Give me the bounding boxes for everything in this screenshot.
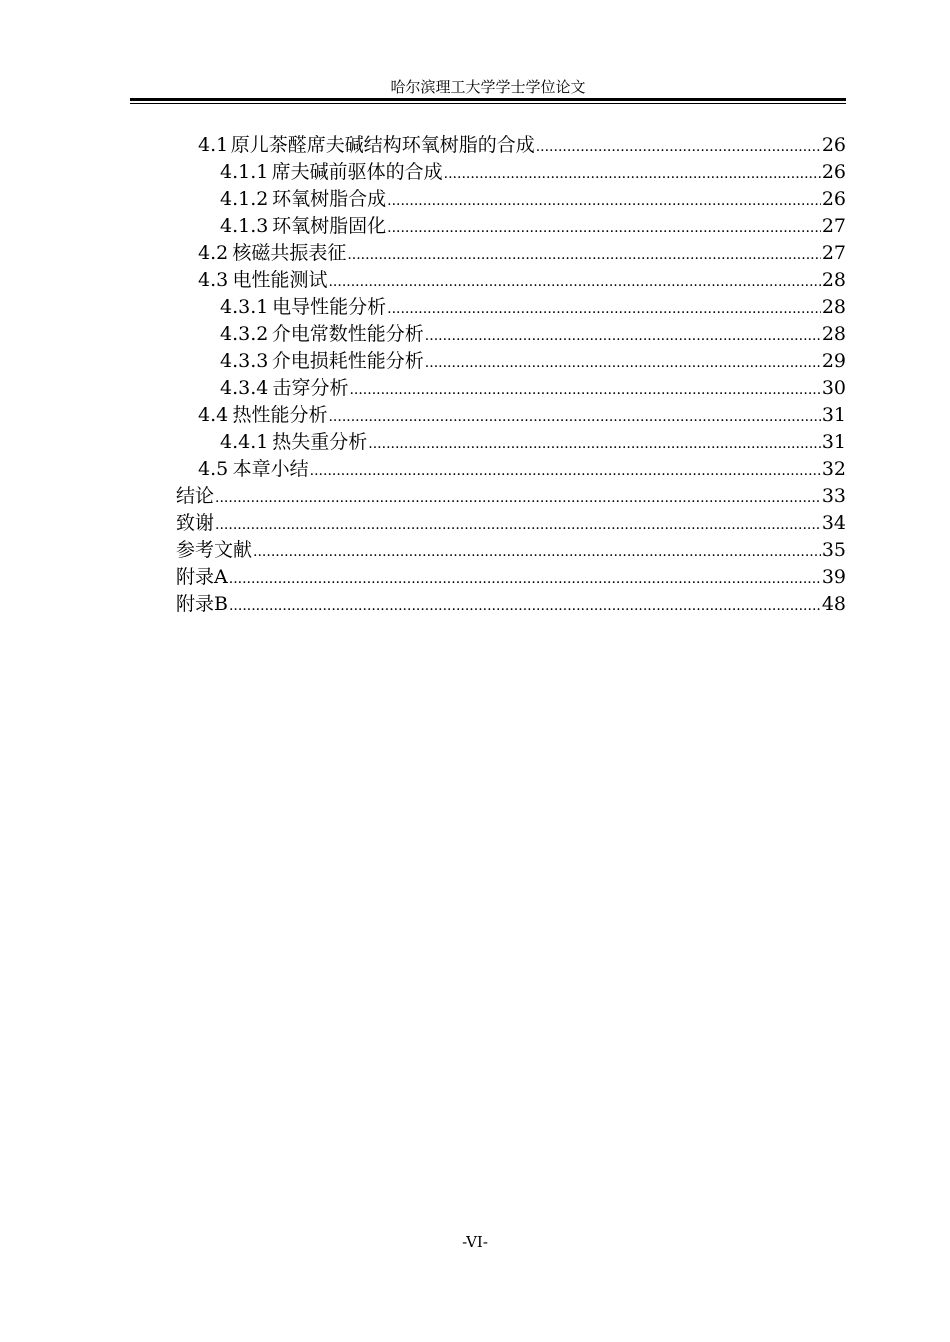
toc-entry[interactable]: [198, 240, 846, 267]
toc-leader-dots: [229, 566, 821, 591]
toc-title: 原儿茶醛席夫碱结构环氧树脂的合成: [230, 134, 535, 156]
toc-leader-dots: [229, 593, 821, 618]
toc-leader-dots: [349, 377, 820, 402]
header-title: 哈尔滨理工大学学士学位论文: [390, 78, 586, 96]
toc-title: 附录: [176, 566, 215, 588]
toc-leader-dots: [253, 539, 821, 564]
toc-number: 4.5: [198, 458, 229, 480]
toc-entry[interactable]: [198, 132, 846, 159]
toc-entry[interactable]: [220, 159, 846, 186]
toc-title-suffix: A: [214, 566, 228, 588]
toc-page-number: 29: [821, 350, 846, 372]
toc-title: 热性能分析: [232, 404, 328, 426]
toc-entry[interactable]: [176, 591, 846, 618]
toc-number: 4.3.2: [220, 323, 269, 345]
toc-leader-dots: [387, 188, 821, 213]
toc-number: 4.1.2: [220, 188, 269, 210]
toc-page-number: 28: [821, 296, 846, 318]
page-footer-number: -VI-: [462, 1233, 488, 1251]
toc-leader-dots: [425, 323, 821, 348]
toc-leader-dots: [387, 215, 821, 240]
toc-page-number: 34: [821, 512, 846, 534]
toc-entry[interactable]: [220, 186, 846, 213]
toc-leader-dots: [536, 134, 821, 159]
toc-title: 介电损耗性能分析: [271, 350, 424, 372]
toc-entry[interactable]: [198, 267, 846, 294]
toc-title-suffix: B: [214, 593, 228, 615]
header-rule-thin: [130, 103, 846, 104]
toc-entry[interactable]: [220, 348, 846, 375]
toc-page-number: 26: [821, 161, 846, 183]
toc-leader-dots: [368, 431, 821, 456]
toc-page-number: 33: [821, 485, 846, 507]
toc-title: 环氧树脂合成: [272, 188, 387, 210]
toc-leader-dots: [215, 512, 821, 537]
toc-number: 4.3: [198, 269, 229, 291]
toc-page-number: 32: [821, 458, 846, 480]
toc-leader-dots: [215, 485, 821, 510]
toc-entry[interactable]: [198, 456, 846, 483]
toc-title: 参考文献: [176, 539, 253, 561]
toc-number: 4.1.3: [220, 215, 269, 237]
toc-title: 电性能测试: [232, 269, 328, 291]
toc-leader-dots: [425, 350, 821, 375]
toc-title: 附录: [176, 593, 215, 615]
toc-number: 4.1: [198, 134, 229, 156]
toc-page-number: 31: [821, 404, 846, 426]
toc-entry[interactable]: [176, 510, 846, 537]
toc-leader-dots: [347, 242, 820, 267]
toc-entry[interactable]: [220, 321, 846, 348]
toc-leader-dots: [444, 161, 821, 186]
toc-title: 击穿分析: [272, 377, 349, 399]
toc-number: 4.3.4: [220, 377, 269, 399]
toc-page-number: 27: [821, 215, 846, 237]
toc-entry[interactable]: [220, 294, 846, 321]
toc-page-number: 27: [821, 242, 846, 264]
toc-number: 4.4: [198, 404, 229, 426]
toc-leader-dots: [328, 404, 820, 429]
toc-page-number: 35: [821, 539, 846, 561]
toc-entry[interactable]: [198, 402, 846, 429]
toc-page-number: 26: [821, 188, 846, 210]
toc-leader-dots: [310, 458, 821, 483]
toc-title: 本章小结: [232, 458, 309, 480]
toc-title: 致谢: [176, 512, 215, 534]
toc-page-number: 30: [821, 377, 846, 399]
toc-title: 席夫碱前驱体的合成: [271, 161, 443, 183]
toc-page-number: 28: [821, 269, 846, 291]
toc-title: 核磁共振表征: [232, 242, 347, 264]
toc-page-number: 28: [821, 323, 846, 345]
toc-title: 热失重分析: [272, 431, 368, 453]
toc-entry[interactable]: [220, 429, 846, 456]
toc-number: 4.2: [198, 242, 229, 264]
toc-number: 4.3.3: [220, 350, 269, 372]
toc-title: 电导性能分析: [272, 296, 387, 318]
toc-number: 4.4.1: [220, 431, 269, 453]
toc-page-number: 26: [821, 134, 846, 156]
toc-number: 4.1.1: [220, 161, 269, 183]
toc-entry[interactable]: [176, 483, 846, 510]
toc-entry[interactable]: [176, 537, 846, 564]
toc-leader-dots: [387, 296, 821, 321]
toc-entry[interactable]: [220, 213, 846, 240]
toc-title: 介电常数性能分析: [271, 323, 424, 345]
toc-page-number: 39: [821, 566, 846, 588]
toc-number: 4.3.1: [220, 296, 269, 318]
toc-leader-dots: [328, 269, 820, 294]
header-rule-thick: [130, 98, 846, 101]
toc-page-number: 48: [821, 593, 846, 615]
toc-title: 结论: [176, 485, 215, 507]
toc-page-number: 31: [821, 431, 846, 453]
toc-entry[interactable]: [176, 564, 846, 591]
toc-entry[interactable]: [220, 375, 846, 402]
toc-title: 环氧树脂固化: [272, 215, 387, 237]
